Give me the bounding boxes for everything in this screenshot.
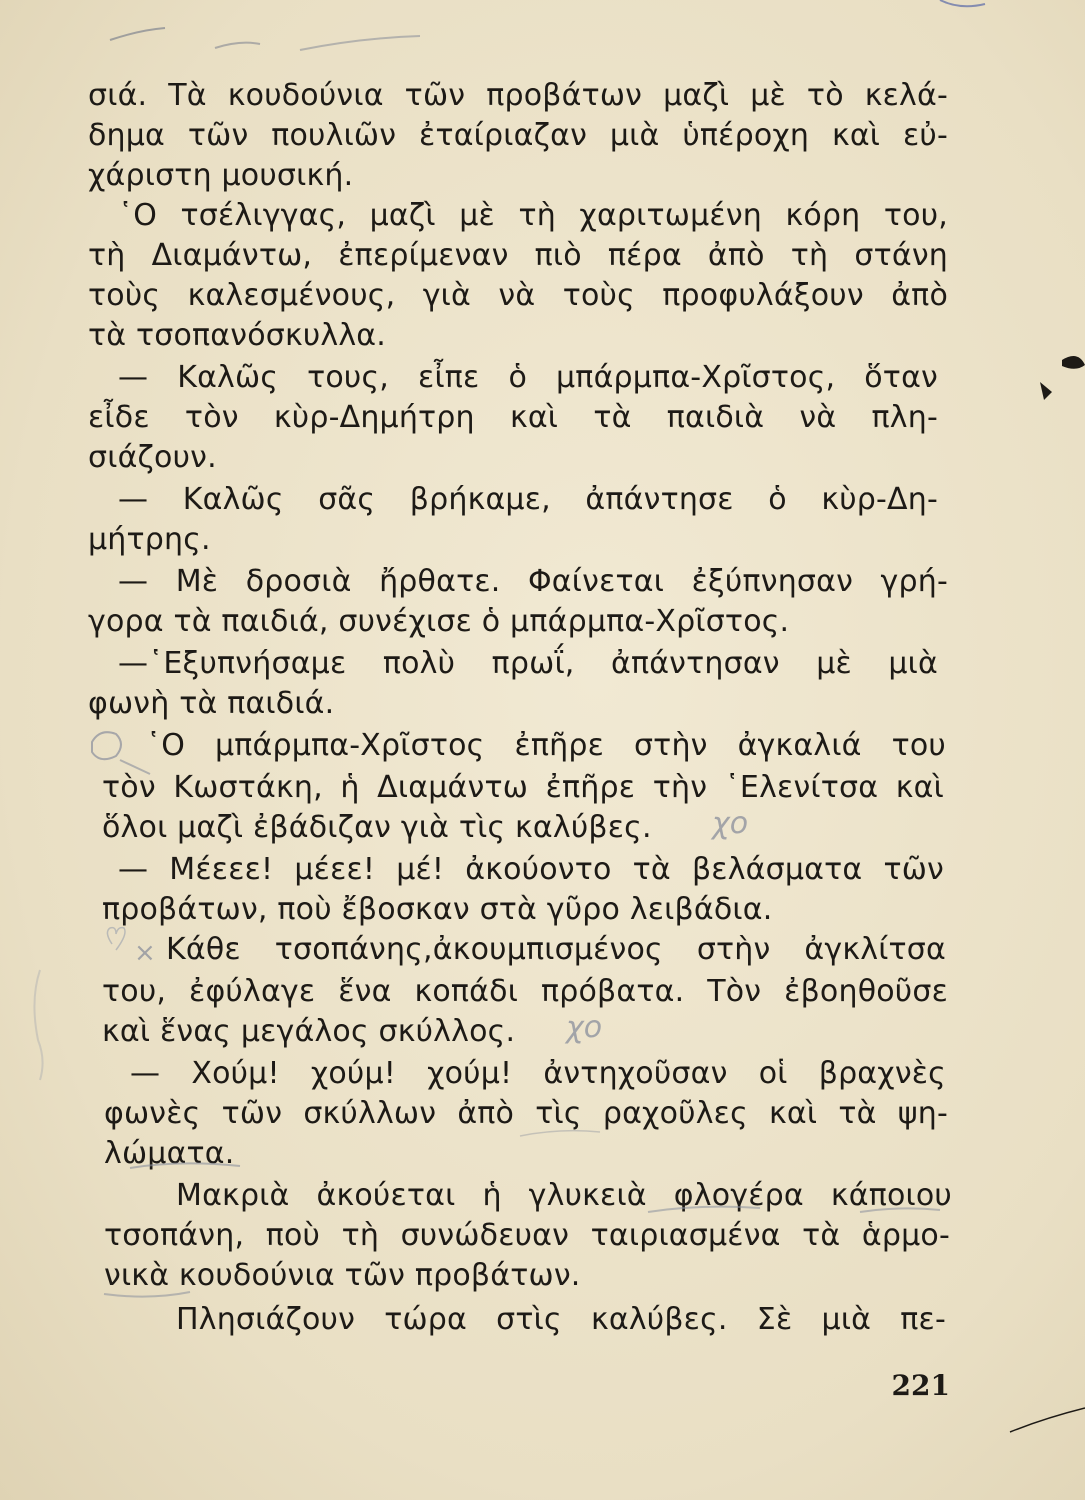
text-line: — Χούμ! χούμ! χούμ! ἀντηχοῦσαν οἱ βραχνὲς bbox=[130, 1056, 946, 1091]
text-line: ὅλοι μαζὶ ἐβάδιζαν γιὰ τὶς καλύβες. bbox=[102, 810, 652, 845]
pencil-mark-x: × bbox=[134, 938, 156, 968]
text-line: εἶδε τὸν κὺρ-Δημήτρη καὶ τὰ παιδιὰ νὰ πλη- bbox=[88, 400, 938, 435]
text-line: προβάτων, ποὺ ἔβοσκαν στὰ γῦρο λειβάδια. bbox=[102, 892, 773, 927]
text-line: τσοπάνη, ποὺ τὴ συνώδευαν ταιριασμένα τὰ ἁρμο- bbox=[104, 1218, 950, 1253]
text-line: νικὰ κουδούνια τῶν προβάτων. bbox=[104, 1258, 581, 1293]
pencil-mark-xo: χο bbox=[566, 1010, 603, 1045]
text-line: ῾Ο μπάρμπα-Χρῖστος ἐπῆρε στὴν ἀγκαλιά του bbox=[146, 728, 946, 763]
text-line: σιά. Τὰ κουδούνια τῶν προβάτων μαζὶ μὲ τὸ κελά- bbox=[88, 78, 948, 113]
text-line: δημα τῶν πουλιῶν ἐταίριαζαν μιὰ ὑπέροχη καὶ εὐ- bbox=[88, 118, 948, 153]
text-line: φωνὲς τῶν σκύλλων ἀπὸ τὶς ραχοῦλες καὶ τὰ ψη- bbox=[104, 1096, 948, 1131]
text-line: —῾Εξυπνήσαμε πολὺ πρωΐ, ἀπάντησαν μὲ μιὰ bbox=[118, 646, 938, 681]
pencil-mark-xo: χο bbox=[712, 806, 749, 841]
text-line: — Μὲ δροσιὰ ἤρθατε. Φαίνεται ἐξύπνησαν γρή- bbox=[118, 564, 948, 599]
text-line: σιάζουν. bbox=[88, 440, 217, 475]
text-line: γορα τὰ παιδιά, συνέχισε ὁ μπάρμπα-Χρῖστος. bbox=[88, 604, 790, 639]
text-line: Κάθε τσοπάνης,ἀκουμπισμένος στὴν ἀγκλίτσα bbox=[166, 932, 946, 967]
text-line: — Καλῶς σᾶς βρήκαμε, ἀπάντησε ὁ κὺρ-Δη- bbox=[118, 482, 938, 517]
text-line: φωνὴ τὰ παιδιά. bbox=[88, 686, 335, 721]
page-number: 221 bbox=[891, 1369, 950, 1402]
text-line: του, ἐφύλαγε ἕνα κοπάδι πρόβατα. Τὸν ἐβοηθοῦσε bbox=[102, 974, 948, 1009]
text-line: τὴ Διαμάντω, ἐπερίμεναν πιὸ πέρα ἀπὸ τὴ στάνη bbox=[88, 238, 948, 273]
text-line: Πλησιάζουν τώρα στὶς καλύβες. Σὲ μιὰ πε- bbox=[176, 1302, 946, 1337]
text-line: ῾Ο τσέλιγγας, μαζὶ μὲ τὴ χαριτωμένη κόρη του, bbox=[118, 198, 948, 233]
text-line: τοὺς καλεσμένους, γιὰ νὰ τοὺς προφυλάξουν ἀπὸ bbox=[88, 278, 948, 313]
text-line: χάριστη μουσική. bbox=[88, 158, 354, 193]
text-line: λώματα. bbox=[104, 1136, 235, 1171]
text-line: τὸν Κωστάκη, ἡ Διαμάντω ἐπῆρε τὴν ῾Ελενίτσα καὶ bbox=[102, 770, 944, 805]
text-line: μήτρης. bbox=[88, 522, 211, 557]
text-line: — Καλῶς τους, εἶπε ὁ μπάρμπα-Χρῖστος, ὅταν bbox=[118, 360, 938, 395]
text-line: Μακριὰ ἀκούεται ἡ γλυκειὰ φλογέρα κάποιου bbox=[176, 1178, 952, 1213]
text-line: τὰ τσοπανόσκυλλα. bbox=[88, 318, 387, 353]
text-line: — Μέεεε! μέεε! μέ! ἀκούοντο τὰ βελάσματα τῶν bbox=[118, 852, 944, 887]
text-line: καὶ ἕνας μεγάλος σκύλλος. bbox=[102, 1014, 516, 1049]
